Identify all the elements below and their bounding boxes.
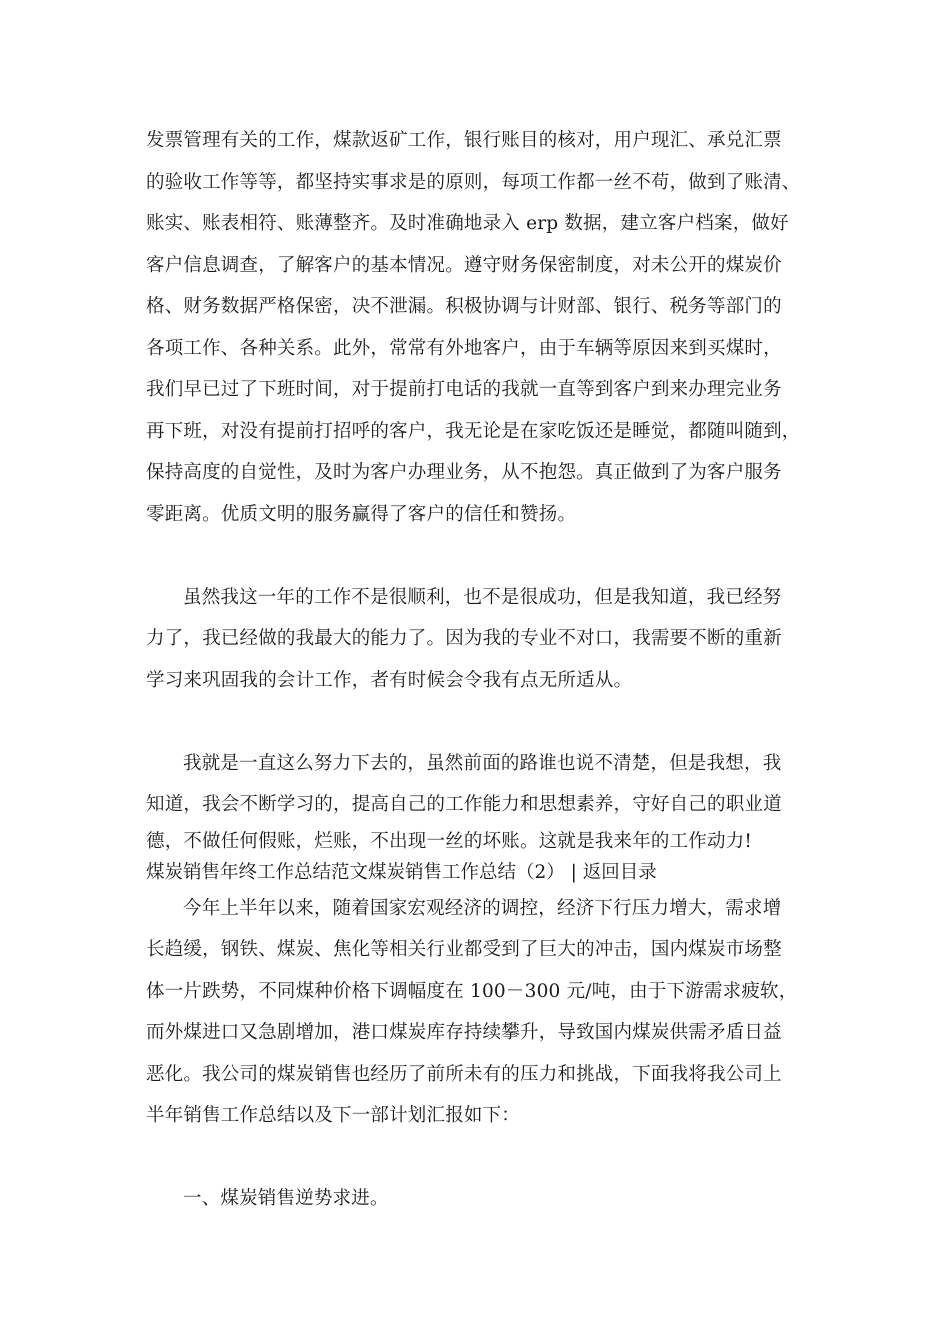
text-line: 再下班，对没有提前打招呼的客户，我无论是在家吃饭还是睡觉，都随叫随到， bbox=[146, 420, 801, 442]
text-line: 零距离。优质文明的服务赢得了客户的信任和赞扬。 bbox=[146, 503, 577, 525]
paragraph-spacer bbox=[146, 701, 811, 743]
text-line: 我就是一直这么努力下去的，虽然前面的路谁也说不清楚，但是我想，我 bbox=[183, 752, 782, 774]
text-line: 客户信息调查，了解客户的基本情况。遵守财务保密制度，对未公开的煤炭价 bbox=[146, 254, 782, 276]
text-line: 账实、账表相符、账薄整齐。及时准确地录入 erp 数据，建立客户档案，做好 bbox=[146, 213, 789, 234]
paragraph-spacer bbox=[146, 535, 811, 577]
text-line: 半年销售工作总结以及下一部计划汇报如下： bbox=[146, 1105, 521, 1126]
text-line: 各项工作、各种关系。此外，常常有外地客户，由于车辆等原因来到买煤时， bbox=[146, 337, 782, 359]
paragraph-market-summary bbox=[146, 888, 811, 1137]
text-line: 体一片跌势，不同煤种价格下调幅度在 100－300 元/吨，由于下游需求疲软， bbox=[146, 980, 798, 1002]
text-line: 而外煤进口又急剧增加，港口煤炭库存持续攀升，导致国内煤炭供需矛盾日益 bbox=[146, 1022, 782, 1043]
text-line: 发票管理有关的工作，煤款返矿工作，银行账目的核对，用户现汇、承兑汇票 bbox=[146, 130, 782, 151]
text-line: 保持高度的自觉性，及时为客户办理业务，从不抱怨。真正做到了为客户服务 bbox=[146, 462, 782, 483]
text-line: 知道，我会不断学习的，提高自己的工作能力和思想素养，守好自己的职业道 bbox=[146, 794, 782, 815]
text-line: 德，不做任何假账，烂账，不出现一丝的坏账。这就是我来年的工作动力! bbox=[146, 830, 753, 852]
subheading: 一、煤炭销售逆势求进。 bbox=[183, 1188, 389, 1209]
paragraph-financial-work bbox=[146, 120, 811, 535]
paragraph-motivation bbox=[146, 743, 811, 858]
text-line: 我们早已过了下班时间，对于提前打电话的我就一直等到客户到来办理完业务 bbox=[146, 379, 782, 400]
text-line: 虽然我这一年的工作不是很顺利，也不是很成功，但是我知道，我已经努 bbox=[183, 586, 782, 608]
text-line: 长趋缓，钢铁、煤炭、焦化等相关行业都受到了巨大的冲击，国内煤炭市场整 bbox=[146, 939, 782, 960]
paragraph-spacer bbox=[146, 1137, 811, 1179]
section-heading-link[interactable]: 煤炭销售年终工作总结范文煤炭销售工作总结（2） | 返回目录 bbox=[146, 861, 657, 883]
text-line: 的验收工作等等，都坚持实事求是的原则，每项工作都一丝不苟，做到了账清、 bbox=[146, 171, 801, 193]
text-line: 恶化。我公司的煤炭销售也经历了前所未有的压力和挑战，下面我将我公司上 bbox=[146, 1063, 782, 1085]
text-line: 力了，我已经做的我最大的能力了。因为我的专业不对口，我需要不断的重新 bbox=[146, 628, 782, 649]
paragraph-effort bbox=[146, 577, 811, 702]
document-body bbox=[146, 120, 811, 1220]
text-line: 学习来巩固我的会计工作，者有时候会令我有点无所适从。 bbox=[146, 669, 633, 691]
text-line: 今年上半年以来，随着国家宏观经济的调控，经济下行压力增大，需求增 bbox=[183, 897, 782, 919]
text-line: 格、财务数据严格保密，决不泄漏。积极协调与计财部、银行、税务等部门的 bbox=[146, 296, 782, 317]
